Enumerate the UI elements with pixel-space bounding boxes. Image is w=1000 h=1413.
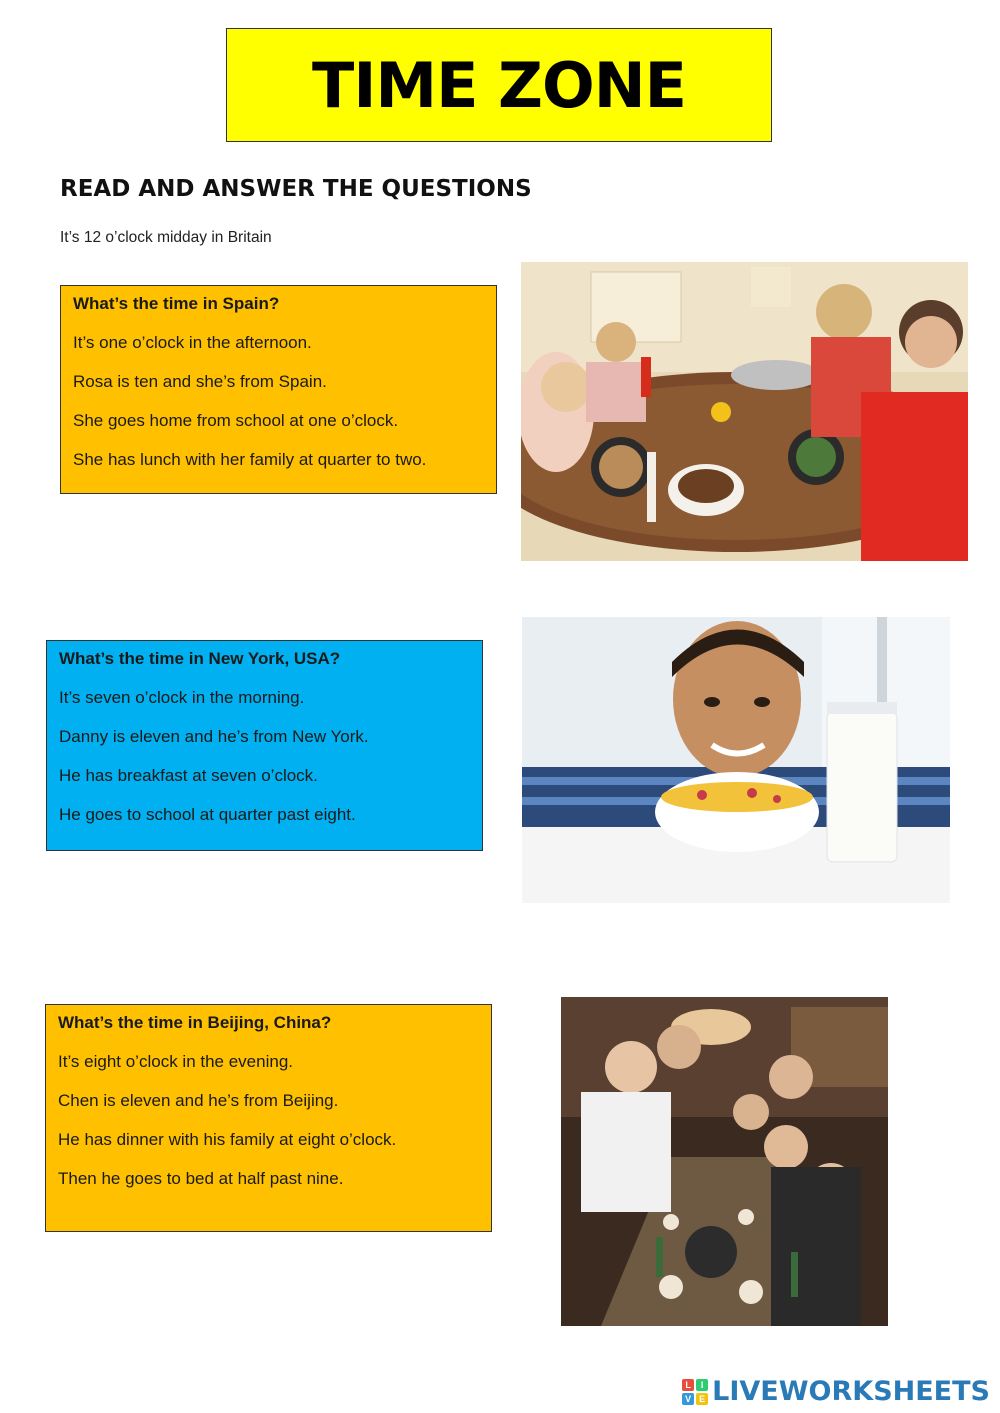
spain-line-3: She goes home from school at one o’clock.	[73, 411, 399, 430]
new-york-line-4: He goes to school at quarter past eight.	[59, 805, 356, 824]
logo-letter-l: L	[682, 1379, 694, 1391]
beijing-line-1: It’s eight o’clock in the evening.	[58, 1052, 293, 1071]
family-lunch-photo	[521, 262, 968, 561]
new-york-card	[46, 640, 483, 851]
spain-line-2: Rosa is ten and she’s from Spain.	[73, 372, 327, 391]
logo-letter-v: V	[682, 1393, 694, 1405]
new-york-line-2: Danny is eleven and he’s from New York.	[59, 727, 369, 746]
new-york-line-3: He has breakfast at seven o’clock.	[59, 766, 318, 785]
beijing-line-2: Chen is eleven and he’s from Beijing.	[58, 1091, 339, 1110]
title-box	[226, 28, 772, 142]
liveworksheets-logo	[682, 1376, 990, 1407]
boy-breakfast-photo	[522, 617, 950, 903]
logo-grid-icon	[682, 1379, 708, 1405]
beijing-question: What’s the time in Beijing, China?	[58, 1013, 332, 1032]
beijing-line-4: Then he goes to bed at half past nine.	[58, 1169, 344, 1188]
spain-line-4: She has lunch with her family at quarter to two.	[73, 450, 427, 469]
footer-brand: LIVEWORKSHEETS	[712, 1376, 990, 1407]
beijing-line-3: He has dinner with his family at eight o’clock.	[58, 1130, 397, 1149]
spain-question: What’s the time in Spain?	[73, 294, 280, 313]
section-heading: READ AND ANSWER THE QUESTIONS	[60, 176, 532, 202]
spain-card	[60, 285, 497, 494]
beijing-card	[45, 1004, 492, 1232]
logo-letter-e: E	[696, 1393, 708, 1405]
new-york-question: What’s the time in New York, USA?	[59, 649, 341, 668]
group-dinner-photo	[561, 997, 888, 1326]
spain-line-1: It’s one o’clock in the afternoon.	[73, 333, 312, 352]
intro-text: It’s 12 o’clock midday in Britain	[60, 229, 272, 246]
new-york-line-1: It’s seven o’clock in the morning.	[59, 688, 305, 707]
logo-letter-i: I	[696, 1379, 708, 1391]
page-title: TIME ZONE	[312, 48, 686, 122]
